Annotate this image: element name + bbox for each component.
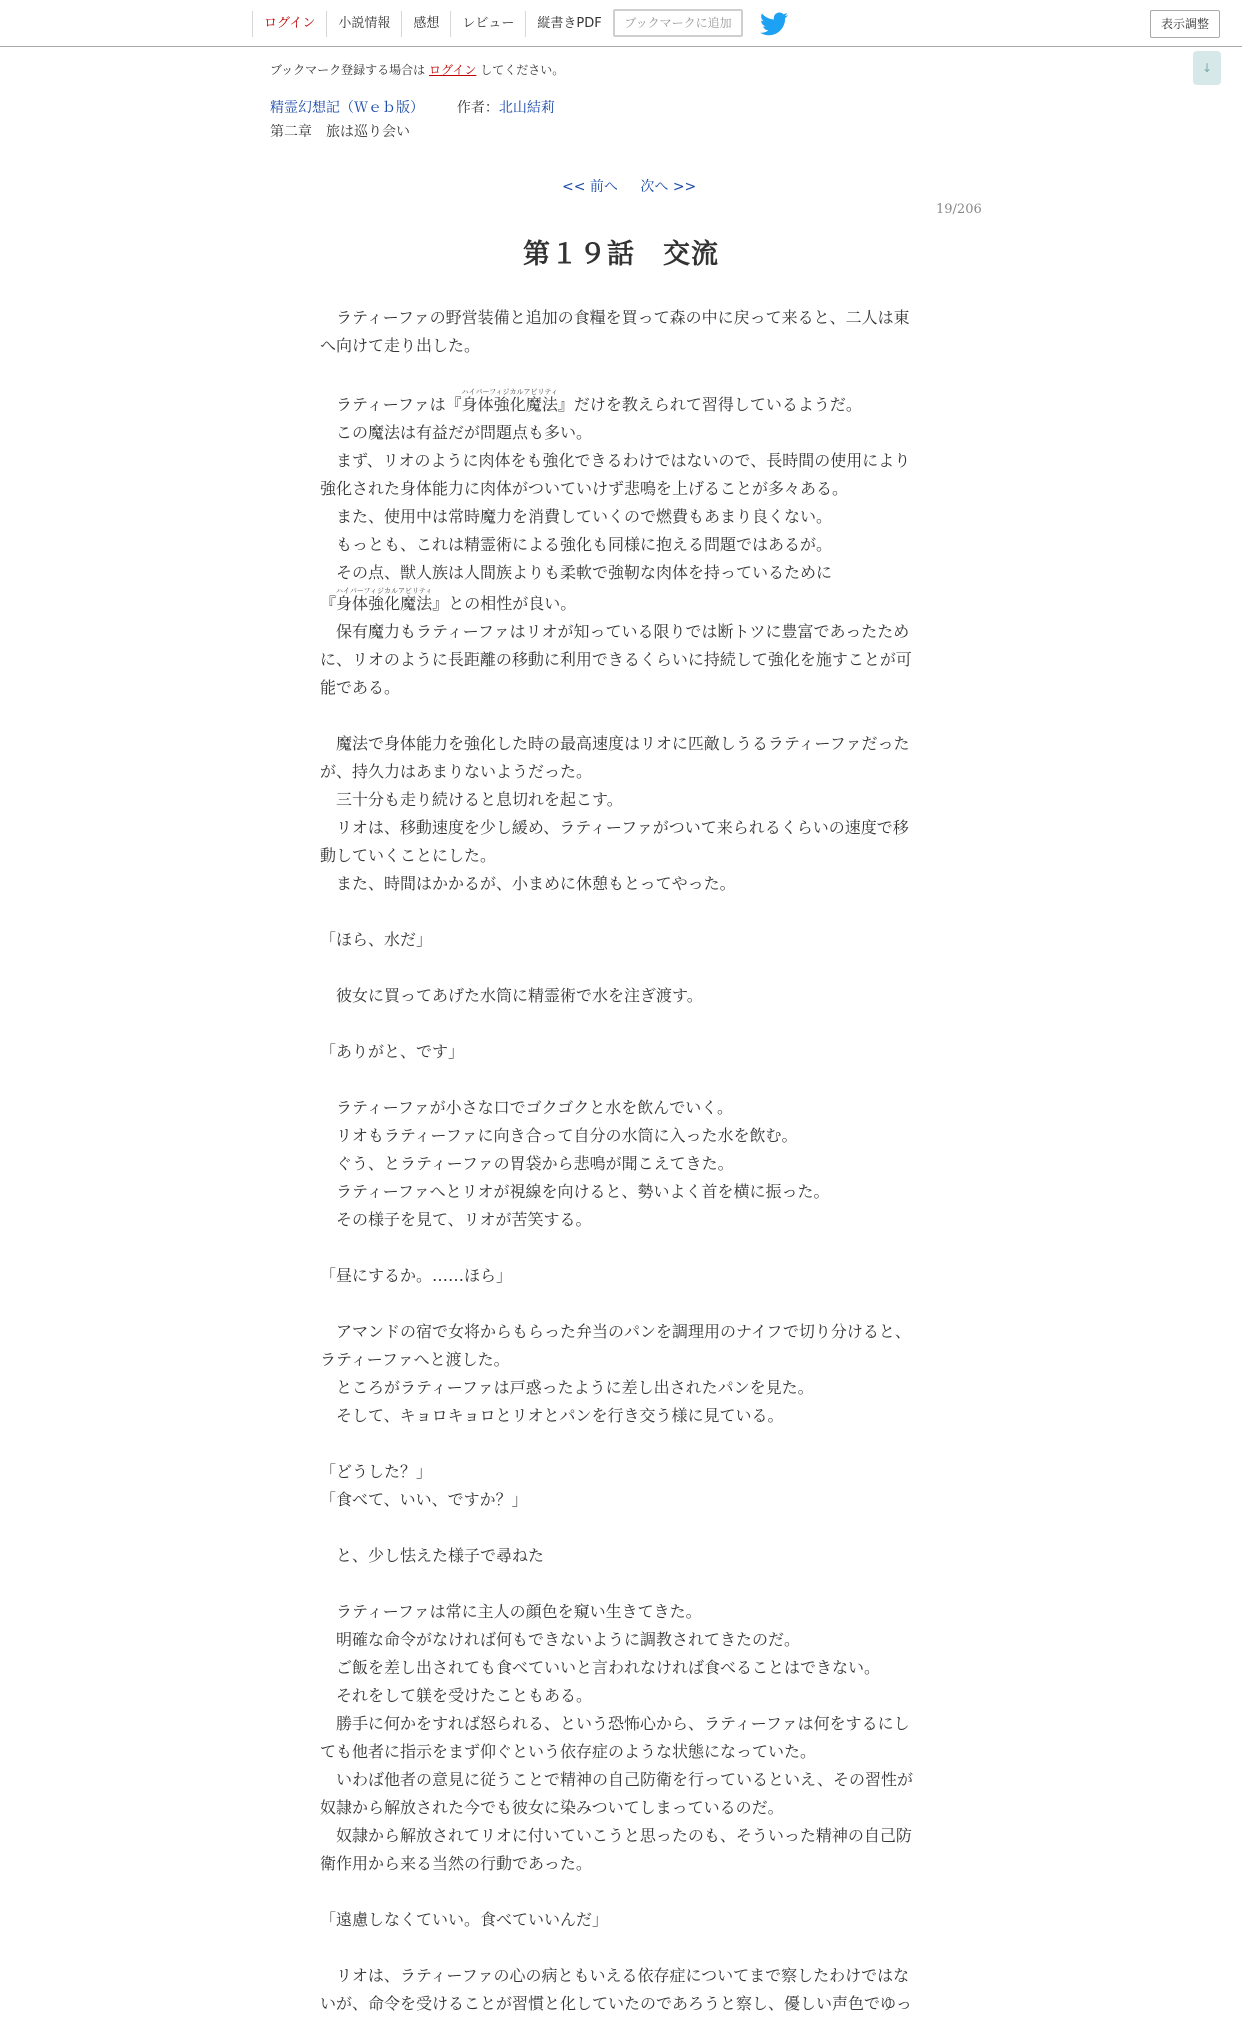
top-header <box>0 0 1242 47</box>
paragraph: 「どうした？」 <box>320 1462 433 1481</box>
blank-line <box>320 1570 920 1598</box>
paragraph-text: ラティーファは『 <box>320 395 462 414</box>
episode-pager <box>562 176 714 196</box>
paragraph: 魔法で身体能力を強化した時の最高速度はリオに匹敵しうるラティーファだったが、持久力はあまりないようだった。 <box>320 734 910 781</box>
paragraph: もっとも、これは精霊術による強化も同様に抱える問題ではあるが。 <box>320 535 833 554</box>
paragraph: ラティーファの野営装備と追加の食糧を買って森の中に戻って来ると、二人は東へ向けて走り出した。 <box>320 308 910 355</box>
twitter-icon[interactable] <box>760 12 788 36</box>
paragraph: リオは、移動速度を少し緩め、ラティーファがついて来られるくらいの速度で移動していくことにした。 <box>320 818 909 865</box>
main-nav <box>252 11 613 37</box>
paragraph: リオは、ラティーファの心の病ともいえる依存症についてまで察したわけではないが、命令を受けることが習慣と化していたのであろうと察し、優しい声色でゆっ <box>320 1966 912 2013</box>
paragraph: 「遠慮しなくていい。食べていいんだ」 <box>320 1910 609 1929</box>
blank-line <box>320 898 920 926</box>
paragraph <box>320 388 920 419</box>
blank-line <box>320 1878 920 1906</box>
paragraph: 「ありがと、です」 <box>320 1042 465 1061</box>
paragraph: いわば他者の意見に従うことで精神の自己防衛を行っているといえ、その習性が奴隷から解放された今でも彼女に染みついてしまっているのだ。 <box>320 1770 913 1817</box>
paragraph: そして、キョロキョロとリオとパンを行き交う様に見ている。 <box>320 1406 784 1425</box>
author-label: 作者： <box>456 100 499 116</box>
paragraph: アマンドの宿で女将からもらった弁当のパンを調理用のナイフで切り分けると、ラティーファへと渡した。 <box>320 1322 911 1369</box>
blank-line <box>320 360 920 388</box>
nav-vertical-pdf[interactable]: 縦書きPDF <box>525 11 612 37</box>
next-link[interactable]: 次へ >> <box>640 179 697 195</box>
nav-review[interactable]: レビュー <box>450 11 525 37</box>
paragraph: ラティーファは常に主人の顔色を窺い生きてきた。 <box>320 1602 702 1621</box>
blank-line <box>320 954 920 982</box>
paragraph-text: 『 <box>320 594 337 613</box>
chapter-title: 第二章 旅は巡り会い <box>270 124 410 140</box>
login-link[interactable]: ログイン <box>429 63 477 77</box>
ruby-reading: ハイパーフィジカルアビリティ <box>336 587 433 595</box>
paragraph: まず、リオのように肉体をも強化できるわけではないので、長時間の使用により強化された身体能力に肉体がついていけず悲鳴を上げることが多々ある。 <box>320 451 911 498</box>
author-link[interactable]: 北山結莉 <box>498 100 555 116</box>
paragraph: ラティーファへとリオが視線を向けると、勢いよく首を横に振った。 <box>320 1182 830 1201</box>
add-bookmark-button[interactable]: ブックマークに追加 <box>613 9 743 37</box>
paragraph: ところがラティーファは戸惑ったように差し出されたパンを見た。 <box>320 1378 814 1397</box>
episode-body <box>320 304 920 2018</box>
blank-line <box>320 1514 920 1542</box>
paragraph-text: 』だけを教えられて習得しているようだ。 <box>557 395 862 414</box>
nav-impressions[interactable]: 感想 <box>401 11 450 37</box>
arrow-down-icon: ↓ <box>1201 61 1213 75</box>
paragraph: と、少し怯えた様子で尋ねた <box>320 1546 545 1565</box>
paragraph: この魔法は有益だが問題点も多い。 <box>320 423 593 442</box>
prev-link[interactable]: << 前へ <box>562 179 618 195</box>
paragraph: その点、獣人族は人間族よりも柔軟で強靭な肉体を持っているために <box>320 563 833 582</box>
blank-line <box>320 1430 920 1458</box>
nav-novel-info[interactable]: 小説情報 <box>326 11 401 37</box>
paragraph: また、使用中は常時魔力を消費していくので燃費もあまり良くない。 <box>320 507 833 526</box>
paragraph: 奴隷から解放されてリオに付いていこうと思ったのも、そういった精神の自己防衛作用から来る当然の行動であった。 <box>320 1826 912 1873</box>
nav-login[interactable]: ログイン <box>252 11 326 37</box>
paragraph: 彼女に買ってあげた水筒に精霊術で水を注ぎ渡す。 <box>320 986 703 1005</box>
paragraph: それをして躾を受けたこともある。 <box>320 1686 593 1705</box>
episode-counter: 19/206 <box>936 202 982 217</box>
paragraph <box>320 587 920 618</box>
paragraph: また、時間はかかるが、小まめに休憩もとってやった。 <box>320 874 736 893</box>
paragraph: 明確な命令がなければ何もできないように調教されてきたのだ。 <box>320 1630 801 1649</box>
paragraph: ご飯を差し出されても食べていいと言われなければ食べることはできない。 <box>320 1658 881 1677</box>
login-note-post: してください。 <box>480 63 565 77</box>
ruby-term: 身体強化魔法ハイパーフィジカルアビリティ <box>336 587 433 613</box>
blank-line <box>320 1934 920 1962</box>
paragraph: 三十分も走り続けると息切れを起こす。 <box>320 790 623 809</box>
paragraph: 保有魔力もラティーファはリオが知っている限りでは断トツに豊富であったために、リオのように長距離の移動に利用できるくらいに持続して強化を施すことが可能である。 <box>320 622 912 697</box>
paragraph: ぐう、とラティーファの胃袋から悲鳴が聞こえてきた。 <box>320 1154 734 1173</box>
scroll-down-button[interactable] <box>1193 51 1221 85</box>
paragraph: 「食べて、いい、ですか？」 <box>320 1490 528 1509</box>
series-info <box>270 97 555 117</box>
blank-line <box>320 1234 920 1262</box>
episode-title: 第１９話 交流 <box>523 239 719 270</box>
blank-line <box>320 702 920 730</box>
blank-line <box>320 1010 920 1038</box>
ruby-reading: ハイパーフィジカルアビリティ <box>461 388 558 396</box>
blank-line <box>320 1290 920 1318</box>
paragraph: 「昼にするか。……ほら」 <box>320 1266 513 1285</box>
ruby-term: 身体強化魔法ハイパーフィジカルアビリティ <box>461 388 558 414</box>
login-note <box>270 61 564 78</box>
blank-line <box>320 1066 920 1094</box>
paragraph: 「ほら、水だ」 <box>320 930 433 949</box>
paragraph: その様子を見て、リオが苦笑する。 <box>320 1210 592 1229</box>
novel-title-link[interactable]: 精霊幻想記（Ｗｅｂ版） <box>270 100 424 116</box>
paragraph: 勝手に何かをすれば怒られる、という恐怖心から、ラティーファは何をするにしても他者に指示をまず仰ぐという依存症のような状態になっていた。 <box>320 1714 910 1761</box>
paragraph: リオもラティーファに向き合って自分の水筒に入った水を飲む。 <box>320 1126 798 1145</box>
display-settings-button[interactable]: 表示調整 <box>1150 10 1220 38</box>
paragraph: ラティーファが小さな口でゴクゴクと水を飲んでいく。 <box>320 1098 733 1117</box>
paragraph-text: 』との相性が良い。 <box>432 594 577 613</box>
login-note-pre: ブックマーク登録する場合は <box>270 63 426 77</box>
